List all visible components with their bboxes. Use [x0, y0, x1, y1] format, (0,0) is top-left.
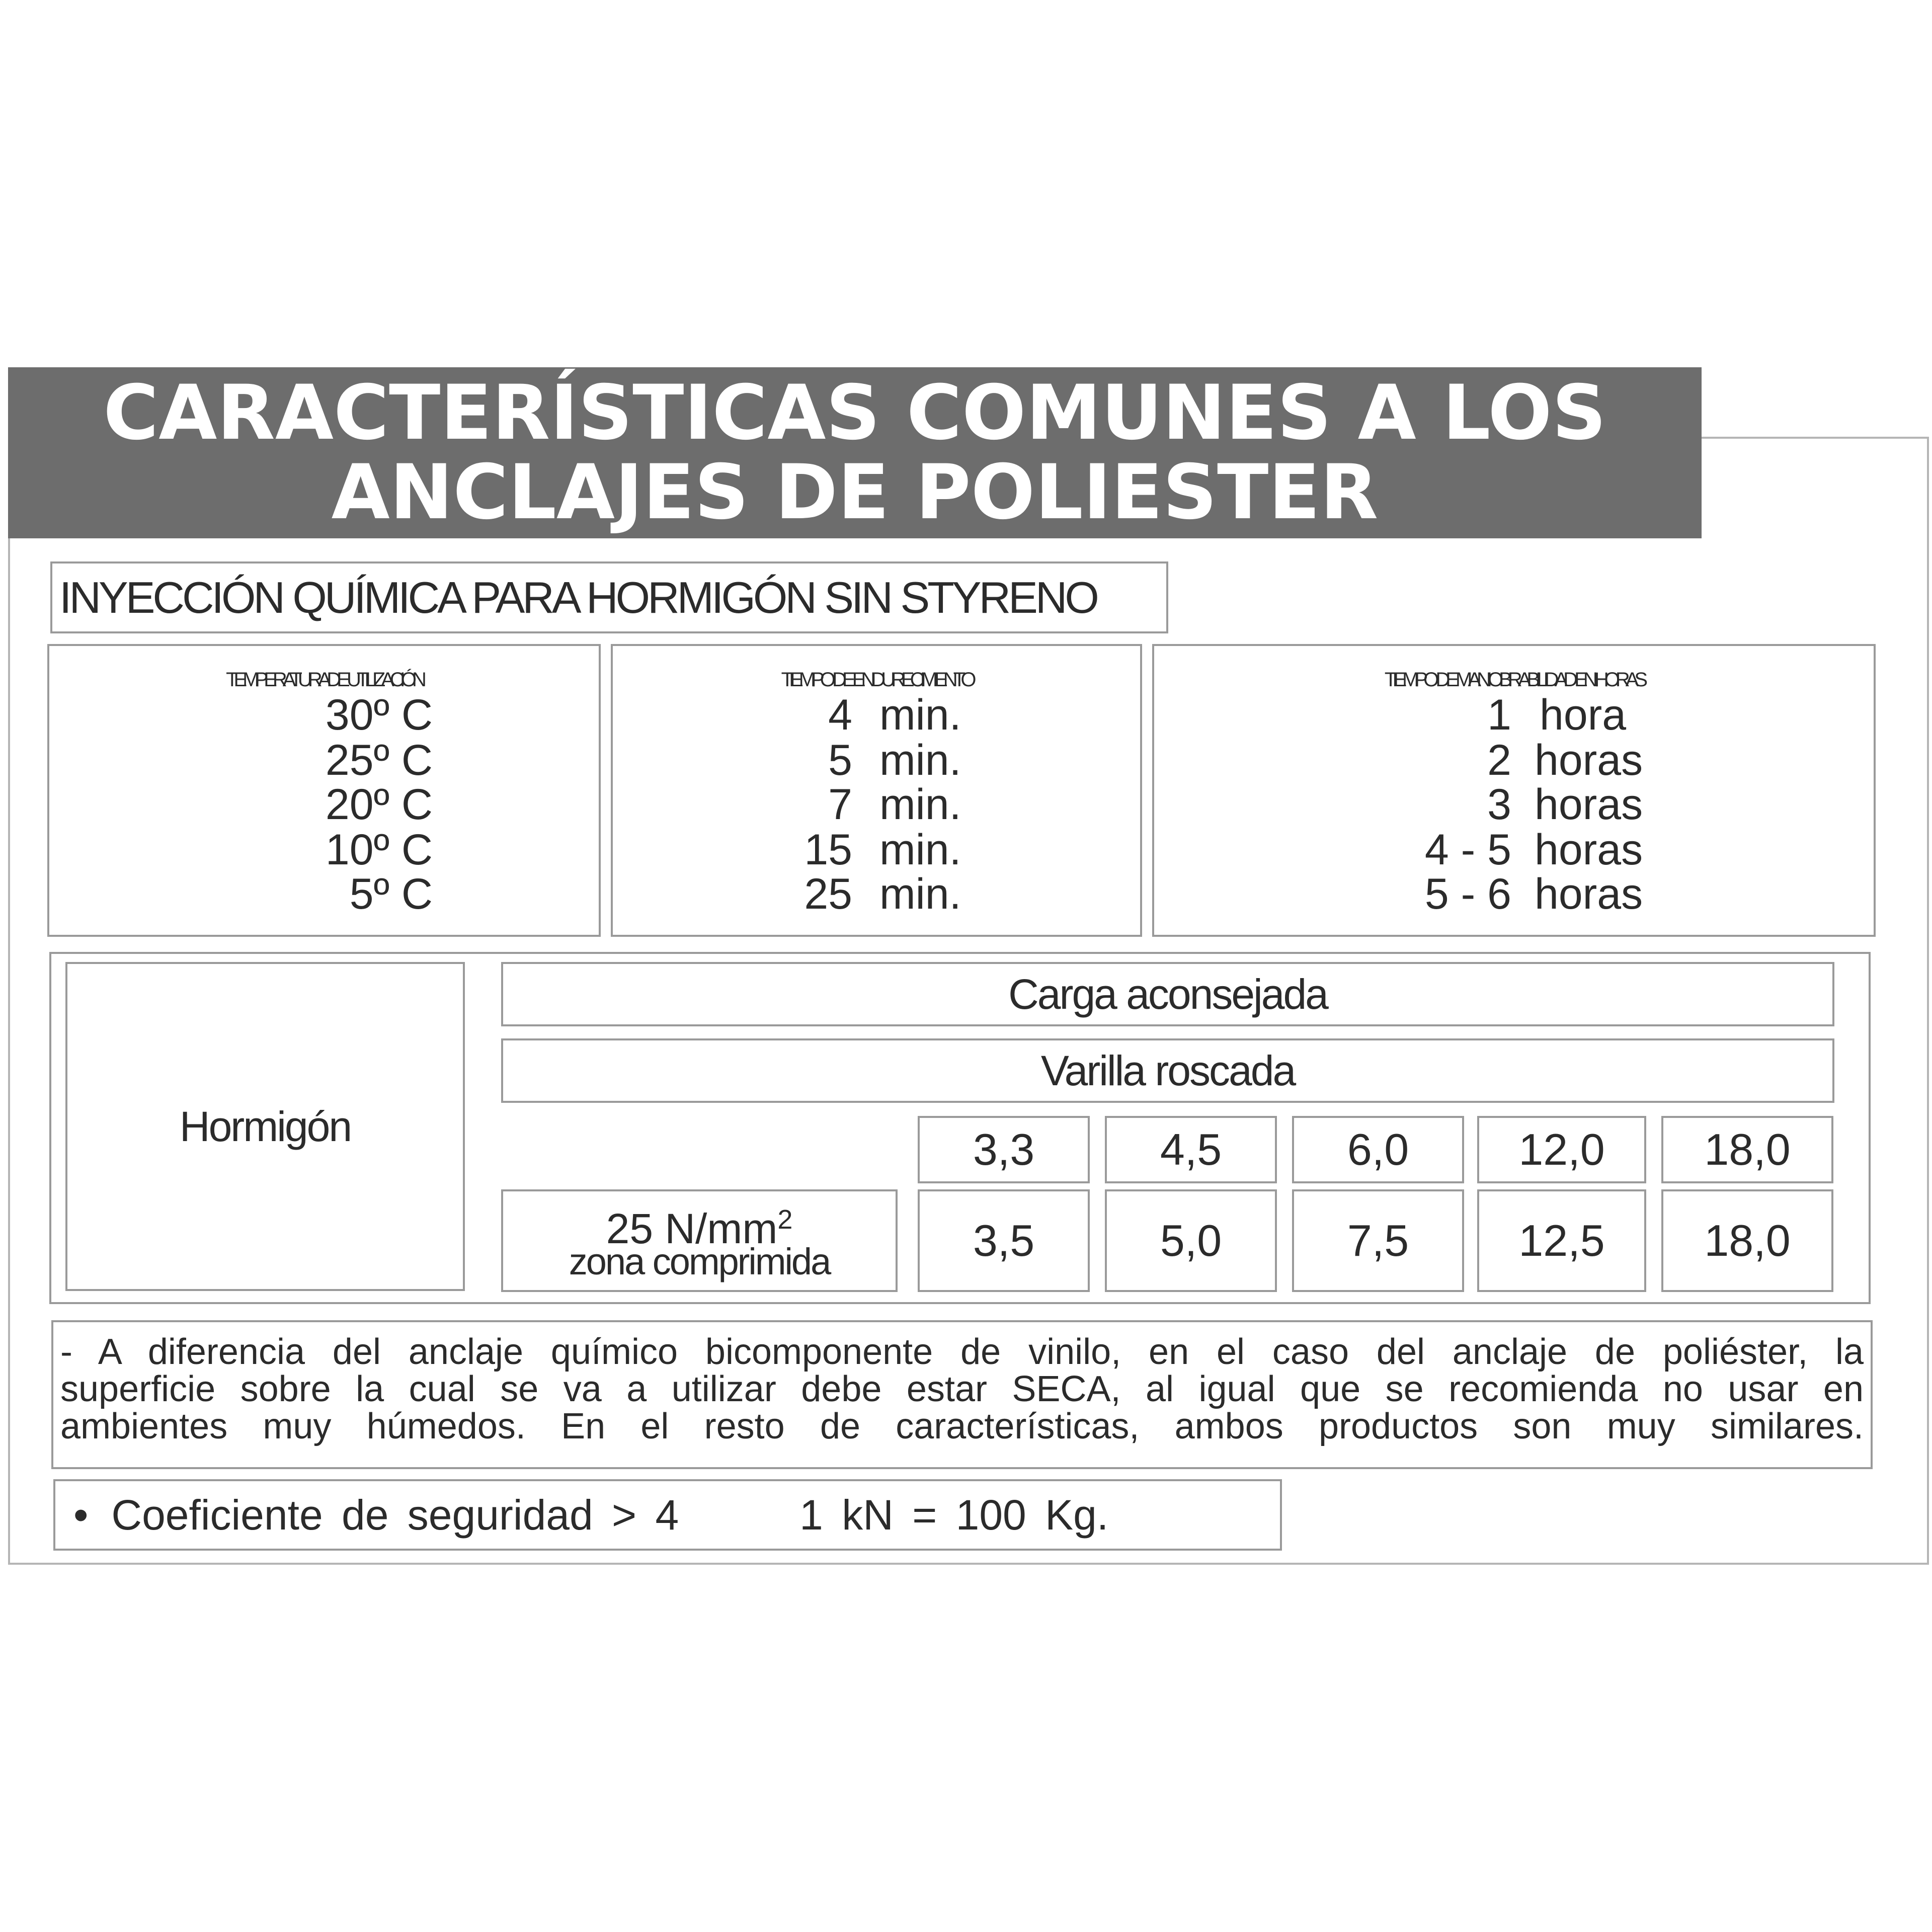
curing-row	[613, 827, 1144, 872]
workability-row	[1154, 827, 1878, 872]
workability-unit: horas	[1535, 826, 1643, 874]
load-value: 3,5	[973, 1216, 1035, 1265]
workability-number: 3	[1487, 780, 1511, 829]
material-label: Hormigón	[179, 1102, 351, 1150]
unit-conversion: 1 kN = 100 Kg.	[799, 1491, 1109, 1539]
load-value-cell	[1292, 1116, 1464, 1183]
temperature-value: 25º C	[325, 736, 433, 784]
title-line-2: ANCLAJES DE POLIESTER	[331, 449, 1379, 536]
load-value: 7,5	[1347, 1216, 1409, 1265]
concrete-strength: 25 N/mm	[606, 1205, 778, 1252]
load-value-cell	[918, 1189, 1090, 1292]
load-header-label: Carga aconsejada	[1008, 970, 1327, 1018]
curing-number: 5	[828, 736, 852, 784]
load-value-cell	[1661, 1116, 1833, 1183]
curing-row	[613, 692, 1144, 738]
workability-header: TIEMPO DE MANIOBRABILIDAD EN HORAS	[1384, 669, 1644, 691]
load-value: 12,0	[1518, 1124, 1605, 1174]
curing-row	[613, 871, 1144, 917]
title-banner	[8, 367, 1702, 538]
load-value-cell	[918, 1116, 1090, 1183]
temperature-value: 10º C	[325, 826, 433, 874]
workability-number: 4 - 5	[1424, 826, 1511, 874]
load-value-cell	[1477, 1189, 1646, 1292]
notes-box	[51, 1320, 1873, 1469]
note-line: ambientes muy húmedos. En el resto de características, ambos productos son muy similares.	[60, 1406, 1864, 1446]
load-value: 12,5	[1518, 1216, 1605, 1265]
curing-unit: min.	[879, 870, 961, 918]
curing-number: 4	[828, 691, 852, 739]
workability-unit: horas	[1535, 736, 1643, 784]
subtitle-text: INYECCIÓN QUÍMICA PARA HORMIGÓN SIN STYRENO	[59, 572, 1097, 622]
load-value: 4,5	[1160, 1124, 1222, 1174]
curing-number: 15	[804, 826, 852, 874]
curing-time-header: TIEMPO DE ENDURECIMIENTO	[781, 669, 972, 691]
workability-row	[1154, 738, 1878, 783]
load-value: 6,0	[1347, 1124, 1409, 1174]
load-value: 18,0	[1704, 1216, 1791, 1265]
load-value-cell	[1105, 1189, 1277, 1292]
note-line: - A diferencia del anclaje químico bicomponente de vinilo, en el caso del anclaje de poliéster, la	[60, 1332, 1864, 1372]
workability-row	[1154, 871, 1878, 917]
temperature-value: 20º C	[325, 780, 433, 829]
compressed-zone-label: zona comprimida	[569, 1241, 830, 1282]
material-cell	[65, 962, 465, 1291]
subtitle-box	[50, 561, 1168, 633]
load-value-cell	[1292, 1189, 1464, 1292]
footer-box	[53, 1479, 1282, 1551]
curing-row	[613, 782, 1144, 827]
workability-unit: hora	[1540, 691, 1627, 739]
curing-number: 7	[828, 780, 852, 829]
curing-row	[613, 738, 1144, 783]
strength-exponent: 2	[777, 1204, 793, 1235]
curing-unit: min.	[879, 736, 961, 784]
curing-unit: min.	[879, 826, 961, 874]
temperature-column	[47, 644, 601, 937]
bullet: •	[73, 1491, 89, 1539]
safety-factor: Coeficiente de seguridad > 4	[111, 1491, 679, 1539]
load-value: 3,3	[973, 1124, 1035, 1174]
note-line: superficie sobre la cual se va a utilizar debe estar SECA, al igual que se recomienda no usar en	[60, 1369, 1864, 1409]
workability-column	[1152, 644, 1876, 937]
curing-number: 25	[804, 870, 852, 918]
rod-header-cell	[501, 1038, 1834, 1103]
load-value-cell	[1661, 1189, 1833, 1292]
load-value: 5,0	[1160, 1216, 1222, 1265]
workability-number: 2	[1487, 736, 1511, 784]
title-line-1: CARACTERÍSTICAS COMUNES A LOS	[103, 369, 1606, 457]
load-value: 18,0	[1704, 1124, 1791, 1174]
load-header-cell	[501, 962, 1834, 1026]
temperature-value: 5º C	[349, 870, 433, 918]
workability-unit: horas	[1535, 870, 1643, 918]
temperature-value: 30º C	[325, 691, 433, 739]
concrete-strength-cell	[501, 1189, 898, 1292]
workability-number: 5 - 6	[1424, 870, 1511, 918]
load-value-cell	[1477, 1116, 1646, 1183]
rod-header-label: Varilla roscada	[1040, 1046, 1295, 1094]
workability-unit: horas	[1535, 780, 1643, 829]
curing-unit: min.	[879, 691, 961, 739]
workability-row	[1154, 782, 1878, 827]
curing-unit: min.	[879, 780, 961, 829]
curing-time-column	[611, 644, 1142, 937]
workability-number: 1	[1487, 691, 1511, 739]
temperature-header: TEMPERATURA DE UTILIZACIÓN	[226, 669, 422, 691]
workability-row	[1154, 692, 1878, 738]
load-value-cell	[1105, 1116, 1277, 1183]
